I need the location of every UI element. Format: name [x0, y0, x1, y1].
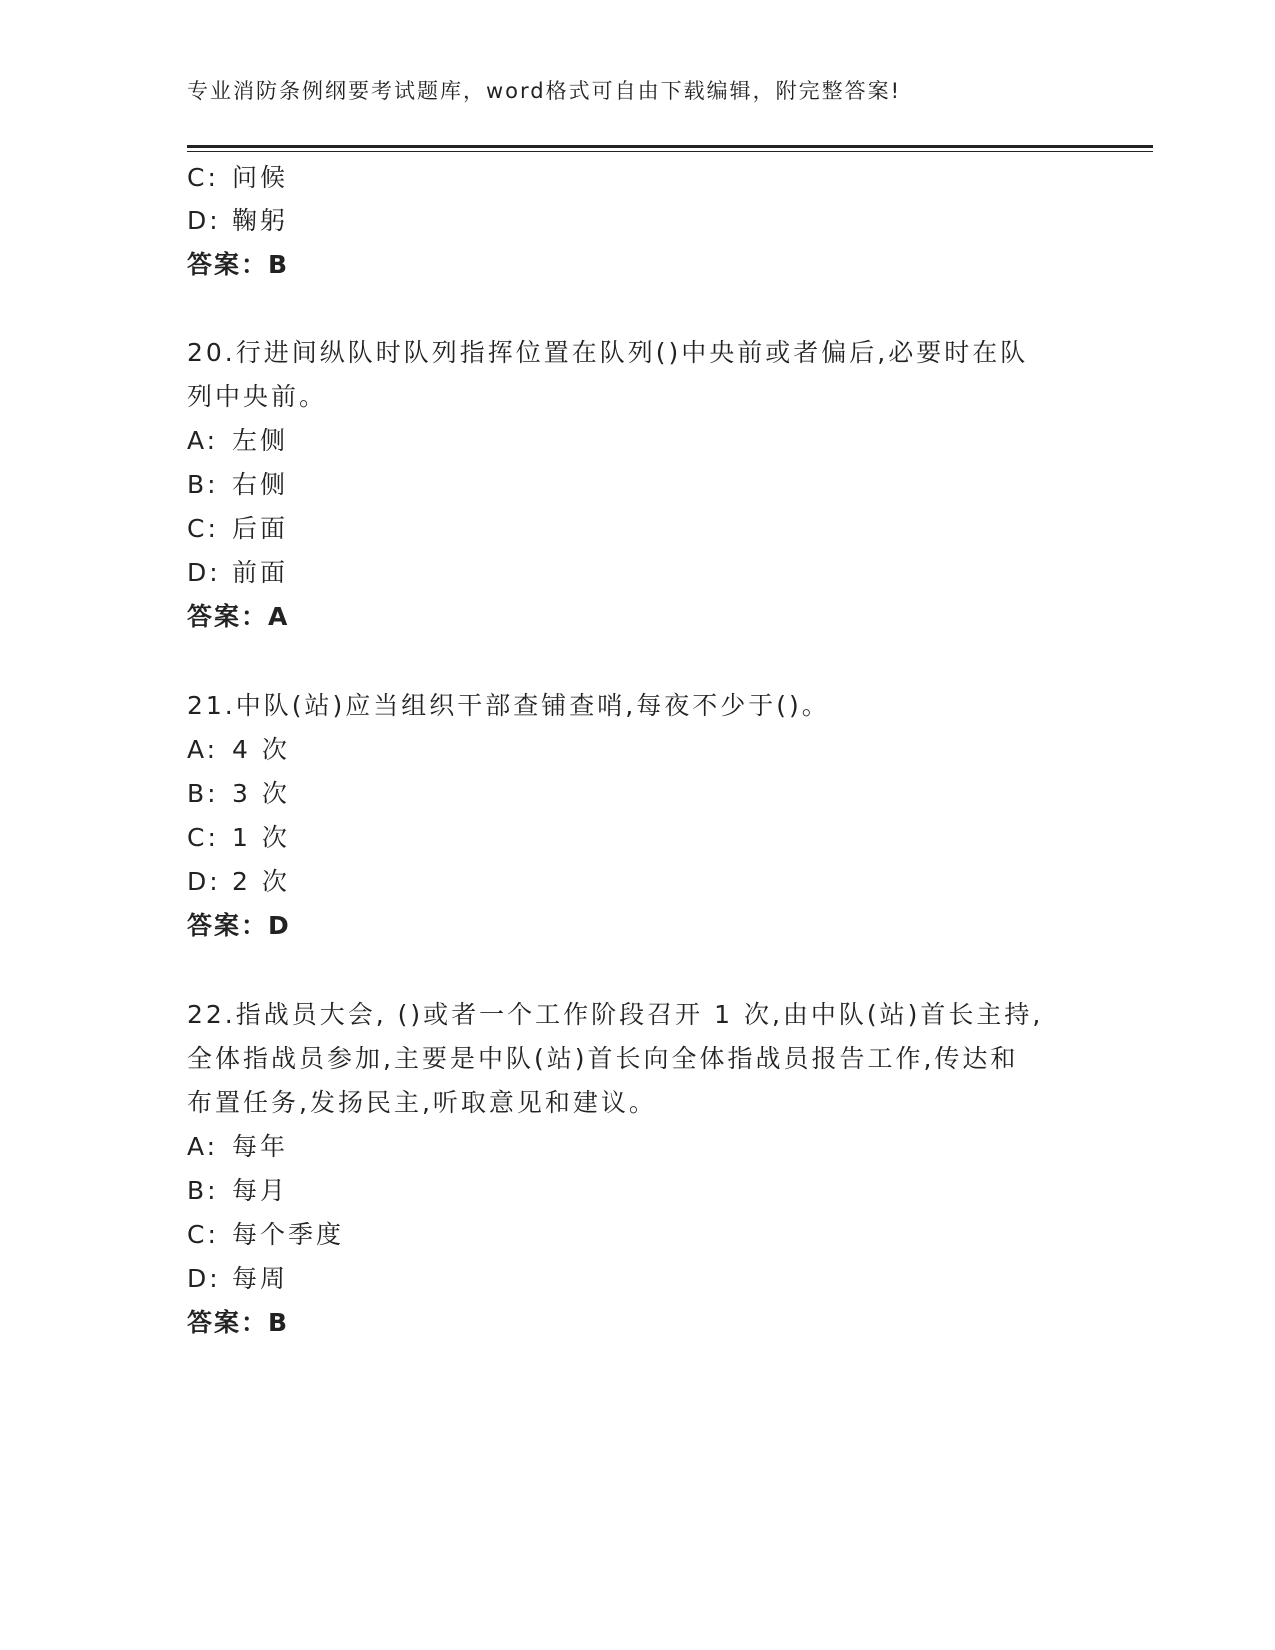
option-c	[187, 163, 288, 193]
option-label: D:	[187, 1264, 221, 1293]
option-text: 每月	[232, 1176, 289, 1205]
option-label: D:	[187, 558, 221, 587]
option-b	[187, 1176, 288, 1206]
option-text: 前面	[232, 558, 289, 587]
option-text: 3 次	[232, 779, 290, 808]
question-stem: 列中央前。	[187, 382, 328, 411]
option-b	[187, 779, 290, 809]
option-label: B:	[187, 1176, 219, 1205]
option-text: 鞠躬	[232, 206, 289, 235]
option-c	[187, 514, 288, 544]
question-stem: 22.指战员大会, ()或者一个工作阶段召开 1 次,由中队(站)首长主持,	[187, 1000, 1044, 1029]
option-text: 每周	[232, 1264, 289, 1293]
option-text: 左侧	[232, 426, 289, 455]
answer-line: 答案：B	[187, 1308, 290, 1337]
option-d	[187, 558, 288, 588]
header-divider-thin	[187, 151, 1153, 152]
question-stem: 21.中队(站)应当组织干部查铺查哨,每夜不少于()。	[187, 691, 830, 720]
option-c	[187, 1220, 344, 1250]
option-d	[187, 206, 288, 236]
answer-line: 答案：A	[187, 602, 290, 631]
option-b	[187, 470, 288, 500]
option-text: 右侧	[232, 470, 289, 499]
option-label: A:	[187, 426, 219, 455]
option-d	[187, 1264, 288, 1294]
option-label: D:	[187, 206, 221, 235]
question-stem: 布置任务,发扬民主,听取意见和建议。	[187, 1088, 657, 1117]
option-text: 每个季度	[232, 1220, 345, 1249]
option-d	[187, 867, 290, 897]
page-header: 专业消防条例纲要考试题库，word格式可自由下载编辑，附完整答案!	[187, 79, 902, 103]
option-text: 2 次	[232, 867, 290, 896]
header-divider-thick	[187, 145, 1153, 148]
question-stem: 全体指战员参加,主要是中队(站)首长向全体指战员报告工作,传达和	[187, 1044, 1019, 1073]
option-a	[187, 426, 288, 456]
option-label: B:	[187, 779, 219, 808]
option-label: A:	[187, 1132, 219, 1161]
answer-line: 答案：D	[187, 911, 291, 940]
option-label: C:	[187, 514, 219, 543]
option-text: 问候	[232, 163, 289, 192]
option-label: A:	[187, 735, 219, 764]
option-text: 1 次	[232, 823, 290, 852]
option-label: C:	[187, 823, 219, 852]
option-c	[187, 823, 290, 853]
option-text: 每年	[232, 1132, 289, 1161]
answer-line: 答案：B	[187, 250, 290, 279]
question-stem: 20.行进间纵队时队列指挥位置在队列()中央前或者偏后,必要时在队	[187, 338, 1029, 367]
option-text: 4 次	[232, 735, 290, 764]
option-label: C:	[187, 1220, 219, 1249]
option-a	[187, 1132, 288, 1162]
option-a	[187, 735, 290, 765]
option-label: C:	[187, 163, 219, 192]
option-label: B:	[187, 470, 219, 499]
option-text: 后面	[232, 514, 289, 543]
option-label: D:	[187, 867, 221, 896]
